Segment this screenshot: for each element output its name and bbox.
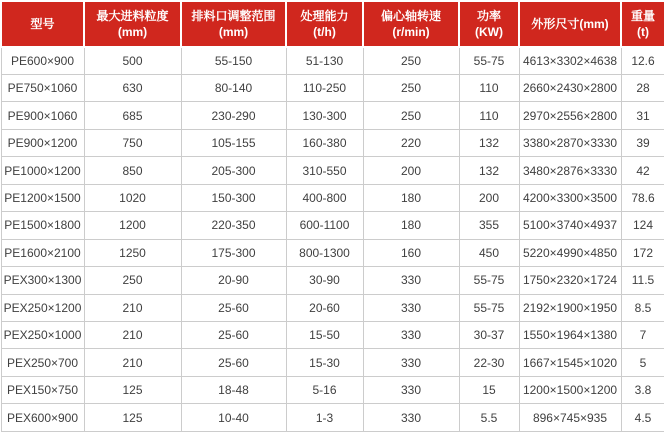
- table-cell: 5100×3740×4937: [519, 212, 621, 239]
- table-cell: 210: [84, 322, 181, 349]
- table-cell: 600-1100: [286, 212, 363, 239]
- table-cell: 210: [84, 349, 181, 376]
- table-cell: 1200: [84, 212, 181, 239]
- column-header: [519, 1, 621, 47]
- column-header-unit: (t/h): [313, 25, 336, 39]
- table-cell: 110: [459, 74, 519, 101]
- table-cell: 25-60: [181, 294, 286, 321]
- table-cell: 125: [84, 376, 181, 403]
- table-cell: 2970×2556×2800: [519, 102, 621, 129]
- table-cell: 150-300: [181, 184, 286, 211]
- table-cell: 3480×2876×3330: [519, 157, 621, 184]
- table-cell: 2660×2430×2800: [519, 74, 621, 101]
- table-cell: 20-60: [286, 294, 363, 321]
- table-cell: 330: [363, 267, 459, 294]
- column-header-label: 型号: [30, 16, 55, 31]
- column-header-unit: (r/min): [392, 25, 430, 39]
- header-row: [1, 1, 664, 47]
- table-cell: 2192×1900×1950: [519, 294, 621, 321]
- column-header: [84, 1, 181, 47]
- table-cell: 230-290: [181, 102, 286, 129]
- table-cell: 3380×2870×3330: [519, 129, 621, 156]
- table-row: [1, 322, 664, 349]
- column-header-label: 功率: [476, 8, 501, 23]
- table-cell: 160: [363, 239, 459, 266]
- table-row: [1, 239, 664, 266]
- table-cell: 5-16: [286, 376, 363, 403]
- table-cell: 25-60: [181, 349, 286, 376]
- column-header: [459, 1, 519, 47]
- model-cell: PEX600×900: [1, 404, 84, 432]
- table-cell: 12.6: [621, 47, 664, 74]
- table-cell: 22-30: [459, 349, 519, 376]
- table-cell: 80-140: [181, 74, 286, 101]
- table-cell: 28: [621, 74, 664, 101]
- table-cell: 11.5: [621, 267, 664, 294]
- table-cell: 10-40: [181, 404, 286, 432]
- table-row: [1, 349, 664, 376]
- column-header-label: 最大进料粒度: [96, 8, 169, 23]
- model-cell: PE600×900: [1, 47, 84, 74]
- model-cell: PEX150×750: [1, 376, 84, 403]
- table-cell: 42: [621, 157, 664, 184]
- table-cell: 30-37: [459, 322, 519, 349]
- column-header: [1, 1, 84, 47]
- table-cell: 160-380: [286, 129, 363, 156]
- table-cell: 1750×2320×1724: [519, 267, 621, 294]
- model-cell: PE1200×1500: [1, 184, 84, 211]
- table-cell: 55-150: [181, 47, 286, 74]
- table-cell: 4613×3302×4638: [519, 47, 621, 74]
- column-header-unit: (mm): [117, 25, 148, 39]
- table-cell: 4200×3300×3500: [519, 184, 621, 211]
- table-cell: 330: [363, 349, 459, 376]
- table-cell: 450: [459, 239, 519, 266]
- spec-table-header: [1, 1, 664, 47]
- table-cell: 200: [459, 184, 519, 211]
- table-row: [1, 184, 664, 211]
- table-row: [1, 294, 664, 321]
- column-header-unit: (t): [637, 25, 649, 39]
- table-cell: 20-90: [181, 267, 286, 294]
- table-cell: 110: [459, 102, 519, 129]
- column-header: [286, 1, 363, 47]
- table-row: [1, 102, 664, 129]
- column-header-label: 排料口调整范围: [191, 8, 276, 23]
- model-cell: PEX250×700: [1, 349, 84, 376]
- spec-table-body: [1, 47, 664, 432]
- table-cell: 800-1300: [286, 239, 363, 266]
- table-cell: 1-3: [286, 404, 363, 432]
- table-cell: 210: [84, 294, 181, 321]
- table-cell: 4.5: [621, 404, 664, 432]
- column-header: [181, 1, 286, 47]
- table-cell: 1550×1964×1380: [519, 322, 621, 349]
- table-row: [1, 129, 664, 156]
- table-cell: 220: [363, 129, 459, 156]
- table-cell: 250: [363, 74, 459, 101]
- table-cell: 8.5: [621, 294, 664, 321]
- table-row: [1, 404, 664, 432]
- table-cell: 55-75: [459, 47, 519, 74]
- table-cell: 1020: [84, 184, 181, 211]
- table-cell: 850: [84, 157, 181, 184]
- column-header-label: 处理能力: [300, 8, 349, 23]
- table-cell: 250: [363, 102, 459, 129]
- table-cell: 1200×1500×1200: [519, 376, 621, 403]
- table-cell: 15: [459, 376, 519, 403]
- table-cell: 180: [363, 184, 459, 211]
- model-cell: PE1600×2100: [1, 239, 84, 266]
- column-header-label: 重量: [630, 8, 655, 23]
- model-cell: PEX300×1300: [1, 267, 84, 294]
- table-cell: 18-48: [181, 376, 286, 403]
- table-cell: 180: [363, 212, 459, 239]
- table-cell: 15-30: [286, 349, 363, 376]
- table-cell: 685: [84, 102, 181, 129]
- table-cell: 51-130: [286, 47, 363, 74]
- table-cell: 330: [363, 294, 459, 321]
- table-cell: 1250: [84, 239, 181, 266]
- model-cell: PEX250×1200: [1, 294, 84, 321]
- table-cell: 220-350: [181, 212, 286, 239]
- table-cell: 750: [84, 129, 181, 156]
- table-cell: 105-155: [181, 129, 286, 156]
- column-header-unit: (mm): [218, 25, 249, 39]
- table-cell: 132: [459, 157, 519, 184]
- table-cell: 330: [363, 404, 459, 432]
- table-cell: 500: [84, 47, 181, 74]
- table-cell: 400-800: [286, 184, 363, 211]
- table-row: [1, 267, 664, 294]
- table-cell: 25-60: [181, 322, 286, 349]
- table-cell: 172: [621, 239, 664, 266]
- table-cell: 30-90: [286, 267, 363, 294]
- table-cell: 31: [621, 102, 664, 129]
- table-row: [1, 47, 664, 74]
- table-cell: 355: [459, 212, 519, 239]
- table-row: [1, 212, 664, 239]
- model-cell: PE1000×1200: [1, 157, 84, 184]
- table-cell: 124: [621, 212, 664, 239]
- column-header-label: 偏心轴转速: [380, 8, 441, 23]
- table-cell: 39: [621, 129, 664, 156]
- table-cell: 630: [84, 74, 181, 101]
- model-cell: PEX250×1000: [1, 322, 84, 349]
- table-cell: 205-300: [181, 157, 286, 184]
- model-cell: PE1500×1800: [1, 212, 84, 239]
- table-cell: 896×745×935: [519, 404, 621, 432]
- table-cell: 125: [84, 404, 181, 432]
- table-cell: 5220×4990×4850: [519, 239, 621, 266]
- table-cell: 130-300: [286, 102, 363, 129]
- column-header-label: 外形尺寸(mm): [531, 16, 609, 31]
- model-cell: PE900×1060: [1, 102, 84, 129]
- table-cell: 55-75: [459, 294, 519, 321]
- column-header-unit: (KW): [475, 25, 503, 39]
- table-cell: 78.6: [621, 184, 664, 211]
- table-row: [1, 157, 664, 184]
- table-cell: 200: [363, 157, 459, 184]
- table-cell: 3.8: [621, 376, 664, 403]
- table-cell: 15-50: [286, 322, 363, 349]
- table-cell: 310-550: [286, 157, 363, 184]
- table-row: [1, 376, 664, 403]
- table-cell: 5: [621, 349, 664, 376]
- table-cell: 250: [84, 267, 181, 294]
- table-cell: 5.5: [459, 404, 519, 432]
- table-cell: 132: [459, 129, 519, 156]
- table-cell: 250: [363, 47, 459, 74]
- table-cell: 55-75: [459, 267, 519, 294]
- column-header: [621, 1, 664, 47]
- table-row: [1, 74, 664, 101]
- table-cell: 175-300: [181, 239, 286, 266]
- table-cell: 1667×1545×1020: [519, 349, 621, 376]
- model-cell: PE900×1200: [1, 129, 84, 156]
- table-cell: 330: [363, 376, 459, 403]
- table-cell: 110-250: [286, 74, 363, 101]
- table-cell: 7: [621, 322, 664, 349]
- model-cell: PE750×1060: [1, 74, 84, 101]
- table-cell: 330: [363, 322, 459, 349]
- column-header: [363, 1, 459, 47]
